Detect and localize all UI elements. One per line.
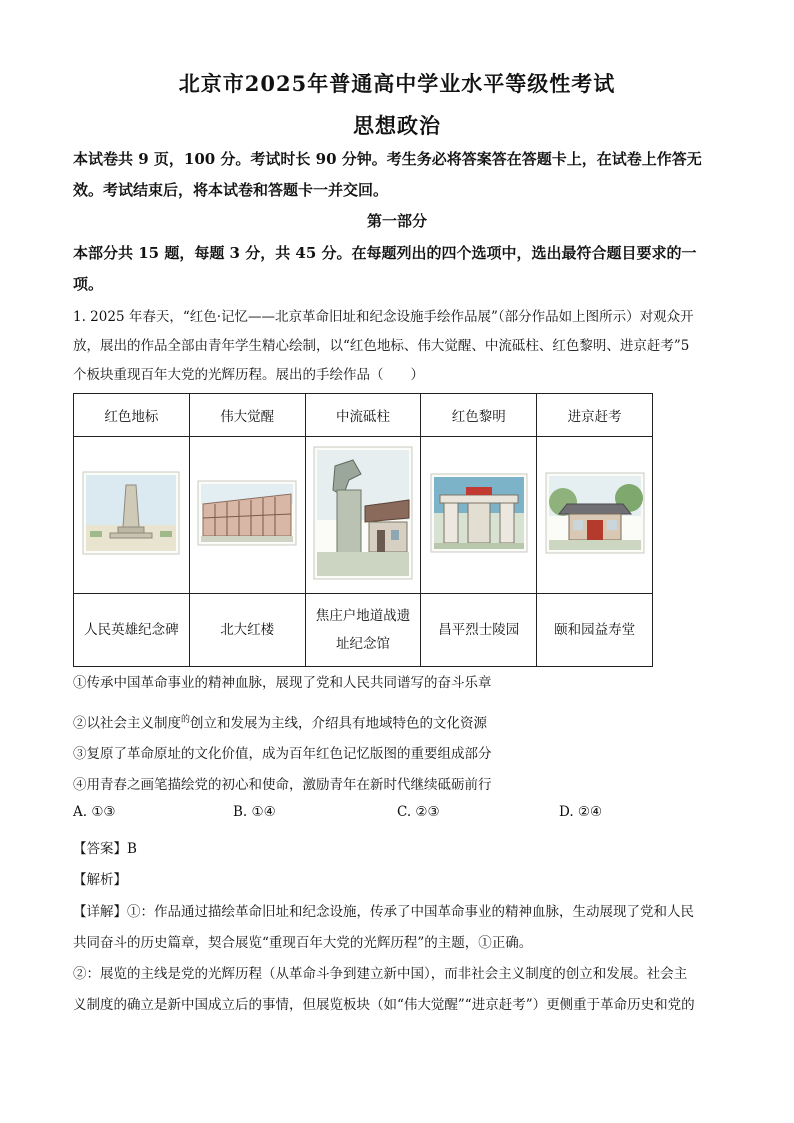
statement-2-start: ②以社会主义制度 [73,715,181,732]
option-d: D. ②④ [559,804,603,820]
detail-line-2: 共同奋斗的历史篇章，契合展览“重现百年大党的光辉历程”的主题，①正确。 [73,935,533,951]
section-desc-line-1: 本部分共 15 题，每题 3 分，共 45 分。在每题列出的四个选项中，选出最符合题目要求的一 [73,244,697,262]
red-building-sketch [197,480,297,546]
option-b: B. ①④ [233,804,276,820]
table-header-cell: 红色黎明 [421,394,537,437]
detail-line-1: 【详解】①：作品通过描绘革命旧址和纪念设施，传承了中国革命事业的精神血脉，生动展现了党和人民 [73,904,694,920]
statement-2-sup: 的 [181,715,191,725]
option-a: A. ①③ [73,804,116,820]
section-description [73,238,723,300]
instructions-line-1: 本试卷共 9 页，100 分。考试时长 90 分钟。考生务必将答案答在答题卡上，在试卷上作答无 [73,150,702,168]
statement-2 [73,706,728,739]
question-line-3: 个板块重现百年大党的光辉历程。展出的手绘作品（ ） [73,367,424,383]
section-title: 第一部分 [366,212,427,230]
section-desc-line-2: 项。 [73,275,104,293]
instructions-line-2: 效。考试结束后，将本试卷和答题卡一并交回。 [73,181,389,199]
statement-3: ③复原了革命原址的文化价值，成为百年红色记忆版图的重要组成部分 [73,746,492,762]
table-header-cell: 红色地标 [74,394,190,437]
artworks-table [73,393,653,667]
image-cell [189,437,305,594]
detail-line-4: 义制度的确立是新中国成立后的事情，但展览板块（如“伟大觉醒”“进京赶考”）更侧重于革命历史和党的 [73,997,695,1013]
question-line-2: 放，展出的作品全部由青年学生精心绘制，以“红色地标、伟大觉醒、中流砥柱、红色黎明、进京赶考”5 [73,338,690,354]
exam-title: 北京市2025年普通高中学业水平等级性考试 [178,71,616,96]
courtyard-sketch [545,472,645,554]
image-cell [421,437,537,594]
answer-line: 【答案】B [73,841,137,857]
gate-sketch [430,473,528,553]
statement-2-end: 创立和发展为主线，介绍具有地域特色的文化资源 [190,715,488,732]
question-stem [73,303,728,390]
detail-line-3: ②：展览的主线是党的光辉历程（从革命斗争到建立新中国），而非社会主义制度的创立和发展。社会主 [73,966,688,982]
table-name-text: 焦庄户地道战遗址纪念馆 [315,608,411,652]
image-cell [537,437,653,594]
analysis-detail [73,897,728,1021]
table-name-row [74,594,653,667]
table-name-cell [305,594,421,667]
table-image-row [74,437,653,594]
monument-sketch [82,471,180,555]
table-name-cell: 颐和园益寿堂 [537,594,653,667]
table-header-row [74,394,653,437]
table-name-cell: 人民英雄纪念碑 [74,594,190,667]
statement-4: ④用青春之画笔描绘党的初心和使命，激励青年在新时代继续砥砺前行 [73,777,492,793]
table-name-cell: 昌平烈士陵园 [421,594,537,667]
table-header-cell: 中流砥柱 [305,394,421,437]
image-cell [74,437,190,594]
analysis-label: 【解析】 [73,872,127,888]
question-line-1: 1. 2025 年春天，“红色·记忆——北京革命旧址和纪念设施手绘作品展”（部分作品如上图所示）对观众开 [73,309,694,325]
table-header-cell: 进京赶考 [537,394,653,437]
image-cell [305,437,421,594]
table-name-cell: 北大红楼 [189,594,305,667]
statue-sketch [313,446,413,580]
subject-title: 思想政治 [353,113,441,138]
option-c: C. ②③ [397,804,440,820]
instructions [73,144,723,206]
table-header-cell: 伟大觉醒 [189,394,305,437]
statement-1: ①传承中国革命事业的精神血脉，展现了党和人民共同谱写的奋斗乐章 [73,675,492,691]
